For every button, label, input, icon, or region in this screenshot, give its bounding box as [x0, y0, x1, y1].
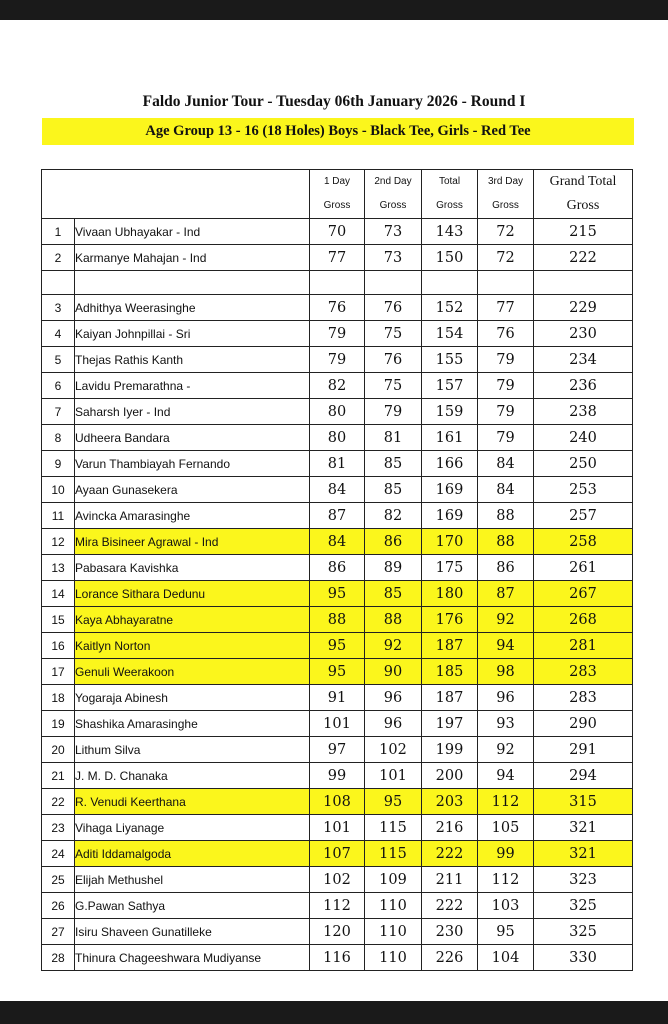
player-name-cell: Adhithya Weerasinghe [75, 295, 310, 321]
table-row [42, 321, 633, 347]
table-row [42, 245, 633, 271]
day3-gross-cell: 86 [478, 555, 534, 581]
position-cell: 8 [42, 425, 75, 451]
day1-gross-cell: 107 [310, 841, 365, 867]
day3-gross-cell: 84 [478, 477, 534, 503]
day2-gross-cell: 92 [365, 633, 422, 659]
day3-gross-cell: 95 [478, 919, 534, 945]
position-cell: 4 [42, 321, 75, 347]
day3-gross-cell: 94 [478, 633, 534, 659]
total-gross-cell: 169 [422, 503, 478, 529]
table-row [42, 893, 633, 919]
day2-gross-cell: 96 [365, 685, 422, 711]
player-name-cell: Saharsh Iyer - Ind [75, 399, 310, 425]
table-row [42, 633, 633, 659]
header-day3-bottom: Gross [492, 200, 519, 211]
header-day1-bottom: Gross [323, 200, 351, 211]
table-row [42, 503, 633, 529]
position-cell: 14 [42, 581, 75, 607]
grand-total-cell: 215 [534, 219, 633, 245]
day2-gross-cell: 102 [365, 737, 422, 763]
day1-gross-cell: 116 [310, 945, 365, 971]
day3-gross-cell: 112 [478, 867, 534, 893]
total-gross-cell: 226 [422, 945, 478, 971]
position-cell: 6 [42, 373, 75, 399]
position-cell: 10 [42, 477, 75, 503]
position-cell: 11 [42, 503, 75, 529]
total-gross-cell: 230 [422, 919, 478, 945]
total-gross-cell: 157 [422, 373, 478, 399]
day2-gross-cell: 85 [365, 451, 422, 477]
grand-total-cell: 238 [534, 399, 633, 425]
table-row [42, 711, 633, 737]
player-name-cell: Vivaan Ubhayakar - Ind [75, 219, 310, 245]
player-name-cell: Thinura Chageeshwara Mudiyanse [75, 945, 310, 971]
total-gross-cell: 211 [422, 867, 478, 893]
player-name-cell: Shashika Amarasinghe [75, 711, 310, 737]
total-gross-cell: 170 [422, 529, 478, 555]
results-table [41, 169, 633, 971]
day1-gross-cell: 80 [310, 425, 365, 451]
total-gross-cell: 154 [422, 321, 478, 347]
player-name-cell: Kaya Abhayaratne [75, 607, 310, 633]
header-row [42, 170, 633, 219]
player-name-cell: Kaitlyn Norton [75, 633, 310, 659]
total-gross-cell: 166 [422, 451, 478, 477]
player-name-cell: Thejas Rathis Kanth [75, 347, 310, 373]
position-cell: 12 [42, 529, 75, 555]
day2-gross-cell: 82 [365, 503, 422, 529]
day1-gross-cell: 76 [310, 295, 365, 321]
header-grand-total-bottom: Gross [566, 198, 600, 213]
day2-gross-cell: 89 [365, 555, 422, 581]
player-name-cell: J. M. D. Chanaka [75, 763, 310, 789]
day2-gross-cell: 109 [365, 867, 422, 893]
total-gross-cell: 187 [422, 685, 478, 711]
header-grand-total-top: Grand Total [549, 174, 617, 189]
position-cell: 15 [42, 607, 75, 633]
day2-gross-cell: 110 [365, 919, 422, 945]
position-cell: 13 [42, 555, 75, 581]
day1-gross-cell: 101 [310, 711, 365, 737]
table-row [42, 607, 633, 633]
day1-gross-cell: 79 [310, 347, 365, 373]
player-name-cell: Udheera Bandara [75, 425, 310, 451]
position-cell: 3 [42, 295, 75, 321]
grand-total-cell: 229 [534, 295, 633, 321]
day3-gross-cell: 112 [478, 789, 534, 815]
day1-gross-cell: 112 [310, 893, 365, 919]
player-name-cell: Ayaan Gunasekera [75, 477, 310, 503]
day2-gross-cell: 96 [365, 711, 422, 737]
table-row [42, 789, 633, 815]
header-day3 [478, 170, 534, 219]
position-cell: 23 [42, 815, 75, 841]
day1-gross-cell: 77 [310, 245, 365, 271]
day3-gross-cell: 94 [478, 763, 534, 789]
total-gross-cell: 150 [422, 245, 478, 271]
position-cell: 18 [42, 685, 75, 711]
day3-gross-cell: 76 [478, 321, 534, 347]
day3-gross-cell: 72 [478, 245, 534, 271]
player-name-cell: Karmanye Mahajan - Ind [75, 245, 310, 271]
table-row [42, 555, 633, 581]
day1-gross-cell: 120 [310, 919, 365, 945]
spacer-cell [42, 271, 75, 295]
day3-gross-cell: 93 [478, 711, 534, 737]
day3-gross-cell: 99 [478, 841, 534, 867]
player-name-cell: Pabasara Kavishka [75, 555, 310, 581]
day1-gross-cell: 99 [310, 763, 365, 789]
day2-gross-cell: 88 [365, 607, 422, 633]
table-row [42, 451, 633, 477]
player-name-cell: Elijah Methushel [75, 867, 310, 893]
total-gross-cell: 216 [422, 815, 478, 841]
table-row [42, 945, 633, 971]
day2-gross-cell: 90 [365, 659, 422, 685]
grand-total-cell: 291 [534, 737, 633, 763]
header-blank-cell [42, 170, 310, 219]
total-gross-cell: 152 [422, 295, 478, 321]
grand-total-cell: 283 [534, 685, 633, 711]
spacer-row [42, 271, 633, 295]
header-grand-total [534, 170, 633, 219]
table-row [42, 529, 633, 555]
position-cell: 27 [42, 919, 75, 945]
day3-gross-cell: 88 [478, 503, 534, 529]
position-cell: 16 [42, 633, 75, 659]
day1-gross-cell: 82 [310, 373, 365, 399]
day1-gross-cell: 95 [310, 659, 365, 685]
day1-gross-cell: 86 [310, 555, 365, 581]
player-name-cell: Yogaraja Abinesh [75, 685, 310, 711]
day1-gross-cell: 81 [310, 451, 365, 477]
total-gross-cell: 200 [422, 763, 478, 789]
grand-total-cell: 258 [534, 529, 633, 555]
table-row [42, 295, 633, 321]
position-cell: 28 [42, 945, 75, 971]
total-gross-cell: 187 [422, 633, 478, 659]
grand-total-cell: 323 [534, 867, 633, 893]
grand-total-cell: 325 [534, 919, 633, 945]
day2-gross-cell: 73 [365, 219, 422, 245]
day3-gross-cell: 103 [478, 893, 534, 919]
player-name-cell: Lavidu Premarathna - [75, 373, 310, 399]
spacer-cell [75, 271, 310, 295]
day2-gross-cell: 81 [365, 425, 422, 451]
position-cell: 2 [42, 245, 75, 271]
day1-gross-cell: 101 [310, 815, 365, 841]
total-gross-cell: 155 [422, 347, 478, 373]
table-row [42, 841, 633, 867]
top-dark-band [0, 0, 668, 20]
spacer-cell [422, 271, 478, 295]
player-name-cell: R. Venudi Keerthana [75, 789, 310, 815]
day3-gross-cell: 104 [478, 945, 534, 971]
header-total [422, 170, 478, 219]
header-day1-top: 1 Day [323, 176, 351, 187]
player-name-cell: Lithum Silva [75, 737, 310, 763]
grand-total-cell: 253 [534, 477, 633, 503]
day3-gross-cell: 79 [478, 399, 534, 425]
total-gross-cell: 180 [422, 581, 478, 607]
day2-gross-cell: 79 [365, 399, 422, 425]
table-row [42, 581, 633, 607]
table-row [42, 815, 633, 841]
day2-gross-cell: 76 [365, 347, 422, 373]
grand-total-cell: 222 [534, 245, 633, 271]
header-day1 [310, 170, 365, 219]
total-gross-cell: 143 [422, 219, 478, 245]
table-row [42, 659, 633, 685]
day1-gross-cell: 88 [310, 607, 365, 633]
player-name-cell: Genuli Weerakoon [75, 659, 310, 685]
page-title: Faldo Junior Tour - Tuesday 06th January 2026 - Round I [142, 93, 526, 110]
day1-gross-cell: 80 [310, 399, 365, 425]
header-day2 [365, 170, 422, 219]
total-gross-cell: 169 [422, 477, 478, 503]
total-gross-cell: 222 [422, 841, 478, 867]
day3-gross-cell: 84 [478, 451, 534, 477]
day2-gross-cell: 73 [365, 245, 422, 271]
grand-total-cell: 257 [534, 503, 633, 529]
day2-gross-cell: 85 [365, 477, 422, 503]
age-group-banner: Age Group 13 - 16 (18 Holes) Boys - Black Tee, Girls - Red Tee [42, 118, 634, 145]
player-name-cell: Lorance Sithara Dedunu [75, 581, 310, 607]
grand-total-cell: 325 [534, 893, 633, 919]
day1-gross-cell: 84 [310, 529, 365, 555]
position-cell: 7 [42, 399, 75, 425]
table-row [42, 373, 633, 399]
table-row [42, 399, 633, 425]
grand-total-cell: 268 [534, 607, 633, 633]
table-row [42, 867, 633, 893]
spacer-cell [534, 271, 633, 295]
position-cell: 20 [42, 737, 75, 763]
grand-total-cell: 321 [534, 815, 633, 841]
day1-gross-cell: 84 [310, 477, 365, 503]
header-total-bottom: Gross [436, 200, 463, 211]
day2-gross-cell: 75 [365, 373, 422, 399]
spacer-cell [310, 271, 365, 295]
table-row [42, 347, 633, 373]
day2-gross-cell: 76 [365, 295, 422, 321]
table-row [42, 919, 633, 945]
grand-total-cell: 315 [534, 789, 633, 815]
day3-gross-cell: 79 [478, 373, 534, 399]
day2-gross-cell: 110 [365, 945, 422, 971]
position-cell: 25 [42, 867, 75, 893]
player-name-cell: Mira Bisineer Agrawal - Ind [75, 529, 310, 555]
day3-gross-cell: 87 [478, 581, 534, 607]
day3-gross-cell: 77 [478, 295, 534, 321]
player-name-cell: Aditi Iddamalgoda [75, 841, 310, 867]
position-cell: 9 [42, 451, 75, 477]
day3-gross-cell: 92 [478, 737, 534, 763]
day1-gross-cell: 95 [310, 581, 365, 607]
position-cell: 1 [42, 219, 75, 245]
player-name-cell: Isiru Shaveen Gunatilleke [75, 919, 310, 945]
day1-gross-cell: 102 [310, 867, 365, 893]
grand-total-cell: 283 [534, 659, 633, 685]
day2-gross-cell: 85 [365, 581, 422, 607]
position-cell: 26 [42, 893, 75, 919]
player-name-cell: Kaiyan Johnpillai - Sri [75, 321, 310, 347]
player-name-cell: G.Pawan Sathya [75, 893, 310, 919]
grand-total-cell: 290 [534, 711, 633, 737]
position-cell: 17 [42, 659, 75, 685]
player-name-cell: Varun Thambiayah Fernando [75, 451, 310, 477]
grand-total-cell: 330 [534, 945, 633, 971]
day2-gross-cell: 110 [365, 893, 422, 919]
total-gross-cell: 161 [422, 425, 478, 451]
grand-total-cell: 267 [534, 581, 633, 607]
day2-gross-cell: 95 [365, 789, 422, 815]
day2-gross-cell: 115 [365, 815, 422, 841]
day3-gross-cell: 79 [478, 425, 534, 451]
table-row [42, 685, 633, 711]
grand-total-cell: 230 [534, 321, 633, 347]
table-row [42, 219, 633, 245]
day2-gross-cell: 86 [365, 529, 422, 555]
results-body [42, 219, 633, 971]
day3-gross-cell: 105 [478, 815, 534, 841]
grand-total-cell: 261 [534, 555, 633, 581]
header-day2-top: 2nd Day [374, 176, 412, 187]
day3-gross-cell: 98 [478, 659, 534, 685]
day3-gross-cell: 96 [478, 685, 534, 711]
grand-total-cell: 240 [534, 425, 633, 451]
day1-gross-cell: 79 [310, 321, 365, 347]
grand-total-cell: 234 [534, 347, 633, 373]
day1-gross-cell: 108 [310, 789, 365, 815]
table-row [42, 425, 633, 451]
total-gross-cell: 175 [422, 555, 478, 581]
day2-gross-cell: 115 [365, 841, 422, 867]
day3-gross-cell: 92 [478, 607, 534, 633]
day3-gross-cell: 79 [478, 347, 534, 373]
spacer-cell [365, 271, 422, 295]
table-row [42, 477, 633, 503]
total-gross-cell: 222 [422, 893, 478, 919]
total-gross-cell: 203 [422, 789, 478, 815]
total-gross-cell: 176 [422, 607, 478, 633]
table-row [42, 737, 633, 763]
player-name-cell: Vihaga Liyanage [75, 815, 310, 841]
position-cell: 5 [42, 347, 75, 373]
header-day3-top: 3rd Day [487, 176, 523, 187]
total-gross-cell: 185 [422, 659, 478, 685]
header-day2-bottom: Gross [379, 200, 407, 211]
day1-gross-cell: 87 [310, 503, 365, 529]
position-cell: 22 [42, 789, 75, 815]
position-cell: 24 [42, 841, 75, 867]
grand-total-cell: 294 [534, 763, 633, 789]
table-row [42, 763, 633, 789]
bottom-dark-band [0, 1001, 668, 1024]
total-gross-cell: 159 [422, 399, 478, 425]
grand-total-cell: 321 [534, 841, 633, 867]
grand-total-cell: 250 [534, 451, 633, 477]
total-gross-cell: 199 [422, 737, 478, 763]
day3-gross-cell: 88 [478, 529, 534, 555]
header-total-top: Total [438, 176, 461, 187]
total-gross-cell: 197 [422, 711, 478, 737]
day1-gross-cell: 95 [310, 633, 365, 659]
player-name-cell: Avincka Amarasinghe [75, 503, 310, 529]
position-cell: 21 [42, 763, 75, 789]
day1-gross-cell: 70 [310, 219, 365, 245]
position-cell: 19 [42, 711, 75, 737]
grand-total-cell: 281 [534, 633, 633, 659]
day3-gross-cell: 72 [478, 219, 534, 245]
spacer-cell [478, 271, 534, 295]
grand-total-cell: 236 [534, 373, 633, 399]
day2-gross-cell: 75 [365, 321, 422, 347]
day1-gross-cell: 91 [310, 685, 365, 711]
day2-gross-cell: 101 [365, 763, 422, 789]
day1-gross-cell: 97 [310, 737, 365, 763]
